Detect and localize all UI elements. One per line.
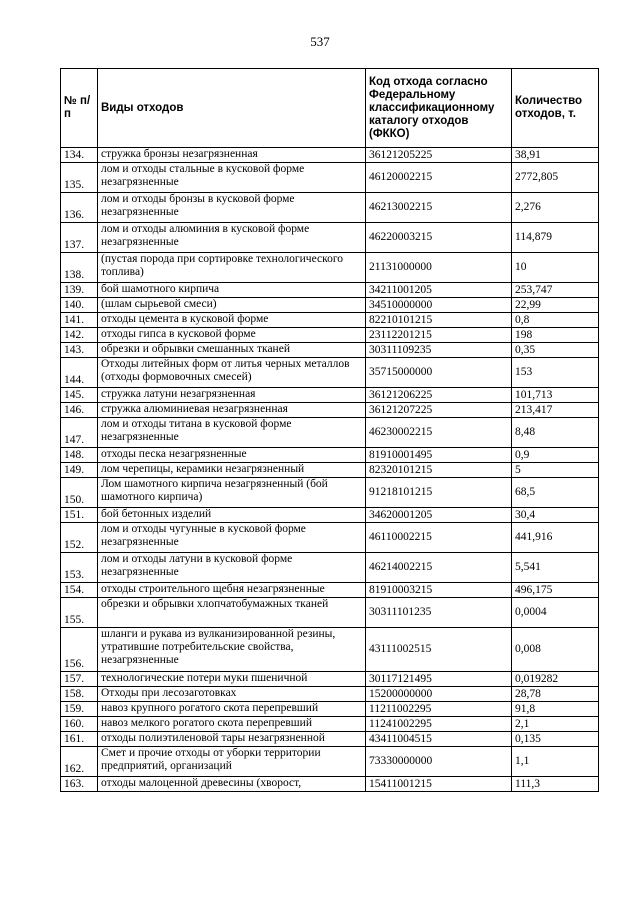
- row-name: Смет и прочие отходы от уборки территории предприятий, организаций: [98, 747, 366, 777]
- row-code: 46230002215: [366, 418, 512, 448]
- row-name: отходы малоценной древесины (хворост,: [98, 777, 366, 792]
- table-row: [61, 343, 599, 358]
- page-number: 537: [310, 34, 330, 49]
- table-row: [61, 508, 599, 523]
- table-row: [61, 478, 599, 508]
- row-code: 36121206225: [366, 388, 512, 403]
- row-code: 82210101215: [366, 313, 512, 328]
- table-row: [61, 747, 599, 777]
- row-qty: 213,417: [512, 403, 599, 418]
- row-num: 157.: [61, 672, 98, 687]
- table-row: [61, 702, 599, 717]
- row-code: 21131000000: [366, 253, 512, 283]
- row-name: отходы гипса в кусковой форме: [98, 328, 366, 343]
- row-code: 46120002215: [366, 163, 512, 193]
- row-qty: 28,78: [512, 687, 599, 702]
- row-num: 156.: [61, 628, 98, 672]
- row-num: 148.: [61, 448, 98, 463]
- row-code: 43411004515: [366, 732, 512, 747]
- row-name: навоз крупного рогатого скота перепревший: [98, 702, 366, 717]
- row-qty: 38,91: [512, 148, 599, 163]
- row-name: стружка латуни незагрязненная: [98, 388, 366, 403]
- table-row: [61, 448, 599, 463]
- row-num: 145.: [61, 388, 98, 403]
- table-row: [61, 148, 599, 163]
- table-row: [61, 163, 599, 193]
- row-qty: 30,4: [512, 508, 599, 523]
- row-num: 140.: [61, 298, 98, 313]
- row-qty: 91,8: [512, 702, 599, 717]
- row-qty: 0,008: [512, 628, 599, 672]
- row-name: Отходы литейных форм от литья черных металлов (отходы формовочных смесей): [98, 358, 366, 388]
- row-code: 34510000000: [366, 298, 512, 313]
- waste-table: [60, 68, 599, 792]
- row-name: (шлам сырьевой смеси): [98, 298, 366, 313]
- row-num: 155.: [61, 598, 98, 628]
- row-num: 138.: [61, 253, 98, 283]
- table-row: [61, 717, 599, 732]
- row-code: 46220003215: [366, 223, 512, 253]
- row-qty: 8,48: [512, 418, 599, 448]
- row-name: Лом шамотного кирпича незагрязненный (бой шамотного кирпича): [98, 478, 366, 508]
- row-name: стружка алюминиевая незагрязненная: [98, 403, 366, 418]
- row-qty: 5,541: [512, 553, 599, 583]
- row-name: (пустая порода при сортировке технологического топлива): [98, 253, 366, 283]
- row-num: 146.: [61, 403, 98, 418]
- row-qty: 253,747: [512, 283, 599, 298]
- row-name: навоз мелкого рогатого скота перепревший: [98, 717, 366, 732]
- row-name: отходы полиэтиленовой тары незагрязненной: [98, 732, 366, 747]
- header-num: № п/п: [61, 69, 98, 148]
- row-num: 158.: [61, 687, 98, 702]
- table-row: [61, 672, 599, 687]
- row-num: 154.: [61, 583, 98, 598]
- table-row: [61, 523, 599, 553]
- row-code: 11211002295: [366, 702, 512, 717]
- row-name: шланги и рукава из вулканизированной резины, утратившие потребительские свойства, незагрязненные: [98, 628, 366, 672]
- row-qty: 0,135: [512, 732, 599, 747]
- row-name: бой бетонных изделий: [98, 508, 366, 523]
- row-num: 150.: [61, 478, 98, 508]
- table-row: [61, 388, 599, 403]
- row-qty: 153: [512, 358, 599, 388]
- row-code: 82320101215: [366, 463, 512, 478]
- row-code: 46110002215: [366, 523, 512, 553]
- table-row: [61, 328, 599, 343]
- row-num: 149.: [61, 463, 98, 478]
- row-code: 46214002215: [366, 553, 512, 583]
- table-row: [61, 253, 599, 283]
- row-qty: 0,0004: [512, 598, 599, 628]
- table-row: [61, 313, 599, 328]
- table-row: [61, 732, 599, 747]
- table-row: [61, 358, 599, 388]
- row-qty: 0,9: [512, 448, 599, 463]
- row-name: отходы строительного щебня незагрязненные: [98, 583, 366, 598]
- row-code: 91218101215: [366, 478, 512, 508]
- row-code: 73330000000: [366, 747, 512, 777]
- row-code: 23112201215: [366, 328, 512, 343]
- row-name: лом и отходы бронзы в кусковой форме незагрязненные: [98, 193, 366, 223]
- row-code: 34620001205: [366, 508, 512, 523]
- row-qty: 111,3: [512, 777, 599, 792]
- header-name: Виды отходов: [98, 69, 366, 148]
- row-code: 15200000000: [366, 687, 512, 702]
- row-name: лом и отходы латуни в кусковой форме незагрязненные: [98, 553, 366, 583]
- row-code: 11241002295: [366, 717, 512, 732]
- row-name: отходы цемента в кусковой форме: [98, 313, 366, 328]
- row-name: отходы песка незагрязненные: [98, 448, 366, 463]
- row-num: 153.: [61, 553, 98, 583]
- row-name: Отходы при лесозаготовках: [98, 687, 366, 702]
- row-qty: 5: [512, 463, 599, 478]
- row-qty: 496,175: [512, 583, 599, 598]
- row-name: лом и отходы чугунные в кусковой форме незагрязненные: [98, 523, 366, 553]
- row-code: 30311109235: [366, 343, 512, 358]
- row-num: 151.: [61, 508, 98, 523]
- row-qty: 22,99: [512, 298, 599, 313]
- row-code: 81910001495: [366, 448, 512, 463]
- table-row: [61, 193, 599, 223]
- table-row: [61, 283, 599, 298]
- row-qty: 101,713: [512, 388, 599, 403]
- table-row: [61, 298, 599, 313]
- row-name: обрезки и обрывки хлопчатобумажных тканей: [98, 598, 366, 628]
- row-name: технологические потери муки пшеничной: [98, 672, 366, 687]
- table-row: [61, 598, 599, 628]
- row-num: 159.: [61, 702, 98, 717]
- row-num: 141.: [61, 313, 98, 328]
- row-name: стружка бронзы незагрязненная: [98, 148, 366, 163]
- row-name: бой шамотного кирпича: [98, 283, 366, 298]
- row-code: 43111002515: [366, 628, 512, 672]
- row-num: 152.: [61, 523, 98, 553]
- row-name: лом черепицы, керамики незагрязненный: [98, 463, 366, 478]
- row-code: 36121205225: [366, 148, 512, 163]
- row-name: обрезки и обрывки смешанных тканей: [98, 343, 366, 358]
- row-qty: 1,1: [512, 747, 599, 777]
- row-num: 144.: [61, 358, 98, 388]
- row-name: лом и отходы стальные в кусковой форме незагрязненные: [98, 163, 366, 193]
- row-name: лом и отходы алюминия в кусковой форме незагрязненные: [98, 223, 366, 253]
- row-code: 30311101235: [366, 598, 512, 628]
- table-row: [61, 463, 599, 478]
- row-qty: 2,276: [512, 193, 599, 223]
- row-qty: 0,019282: [512, 672, 599, 687]
- row-num: 163.: [61, 777, 98, 792]
- row-code: 46213002215: [366, 193, 512, 223]
- row-num: 160.: [61, 717, 98, 732]
- row-qty: 114,879: [512, 223, 599, 253]
- row-code: 35715000000: [366, 358, 512, 388]
- row-num: 162.: [61, 747, 98, 777]
- table-header-row: [61, 69, 599, 148]
- row-qty: 2772,805: [512, 163, 599, 193]
- row-qty: 0,8: [512, 313, 599, 328]
- row-code: 15411001215: [366, 777, 512, 792]
- row-name: лом и отходы титана в кусковой форме незагрязненные: [98, 418, 366, 448]
- row-qty: 10: [512, 253, 599, 283]
- table-row: [61, 777, 599, 792]
- row-num: 139.: [61, 283, 98, 298]
- header-qty: Количество отходов, т.: [512, 69, 599, 148]
- row-num: 134.: [61, 148, 98, 163]
- row-qty: 2,1: [512, 717, 599, 732]
- table-row: [61, 223, 599, 253]
- row-num: 161.: [61, 732, 98, 747]
- row-num: 143.: [61, 343, 98, 358]
- table-row: [61, 583, 599, 598]
- table-row: [61, 403, 599, 418]
- table-row: [61, 553, 599, 583]
- row-num: 136.: [61, 193, 98, 223]
- header-code: Код отхода согласно Федеральному классификационному каталогу отходов (ФККО): [366, 69, 512, 148]
- row-qty: 0,35: [512, 343, 599, 358]
- table-row: [61, 418, 599, 448]
- row-num: 135.: [61, 163, 98, 193]
- table-row: [61, 687, 599, 702]
- row-code: 36121207225: [366, 403, 512, 418]
- row-num: 137.: [61, 223, 98, 253]
- row-num: 147.: [61, 418, 98, 448]
- row-code: 30117121495: [366, 672, 512, 687]
- row-qty: 68,5: [512, 478, 599, 508]
- row-num: 142.: [61, 328, 98, 343]
- table-row: [61, 628, 599, 672]
- row-qty: 441,916: [512, 523, 599, 553]
- row-code: 81910003215: [366, 583, 512, 598]
- row-code: 34211001205: [366, 283, 512, 298]
- row-qty: 198: [512, 328, 599, 343]
